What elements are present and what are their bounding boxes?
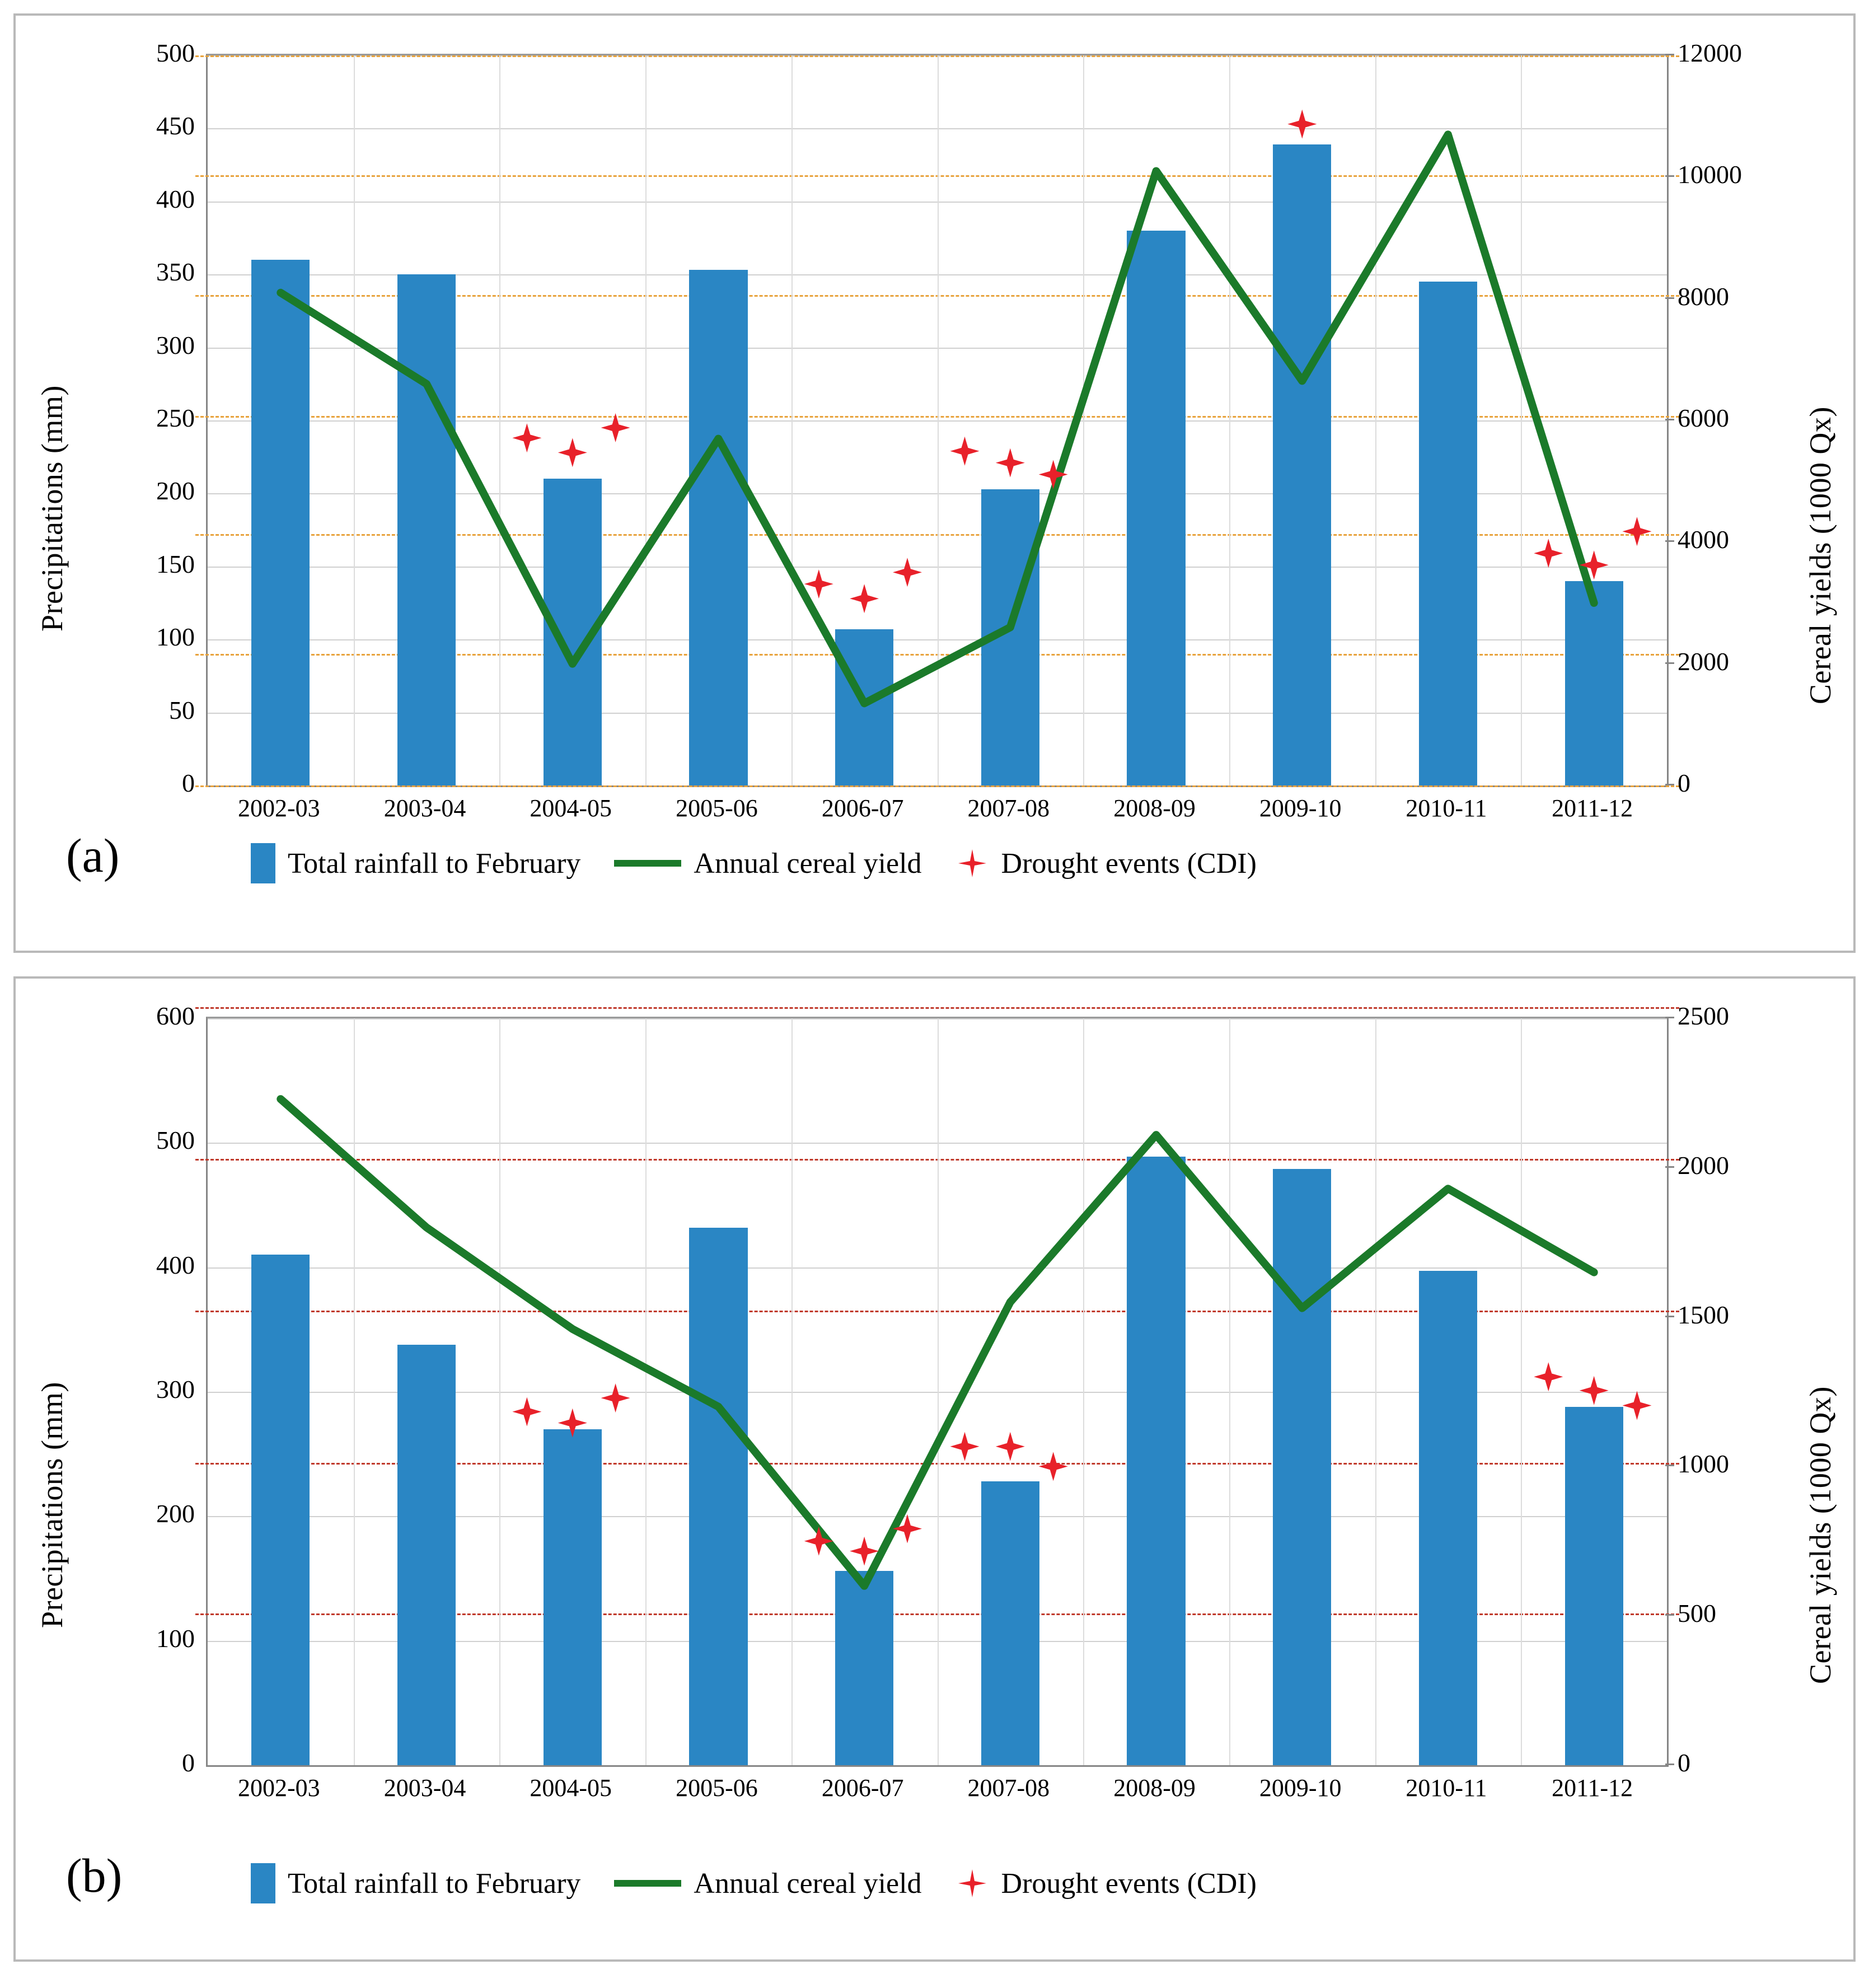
bar-swatch-icon bbox=[251, 843, 275, 883]
y-tick-label-right: 6000 bbox=[1678, 404, 1729, 432]
x-tick-label: 2007-08 bbox=[967, 794, 1050, 822]
legend-item-star-b bbox=[955, 1867, 1257, 1900]
drought-event-marker bbox=[950, 437, 980, 466]
plot-wrap-b bbox=[16, 979, 1853, 1959]
star-icon bbox=[955, 846, 989, 880]
x-tick-label: 2008-09 bbox=[1113, 1774, 1196, 1802]
y-tick-label-left: 250 bbox=[156, 404, 195, 432]
y-axis-title-right-a: Cereal yields (1000 Qx) bbox=[1804, 406, 1837, 704]
bar-swatch-icon bbox=[251, 1863, 275, 1903]
drought-event-marker bbox=[512, 423, 541, 452]
y-tick-label-left: 500 bbox=[156, 39, 195, 67]
x-tick-label: 2003-04 bbox=[383, 794, 466, 822]
y-tick-label-right: 8000 bbox=[1678, 282, 1729, 311]
x-tick-label: 2009-10 bbox=[1259, 1774, 1342, 1802]
legend-label-star-b: Drought events (CDI) bbox=[1001, 1867, 1257, 1900]
drought-event-marker bbox=[1580, 1376, 1609, 1405]
legend-item-bar-a bbox=[251, 843, 580, 883]
y-tick-label-left: 0 bbox=[182, 1748, 195, 1777]
y-tick-label-right: 500 bbox=[1678, 1599, 1716, 1628]
drought-event-marker bbox=[893, 558, 922, 587]
tick-mark bbox=[1665, 1465, 1674, 1466]
drought-event-marker bbox=[804, 1527, 833, 1556]
drought-event-marker bbox=[804, 569, 833, 598]
x-tick-label: 2005-06 bbox=[676, 1774, 758, 1802]
y-tick-label-right: 10000 bbox=[1678, 160, 1742, 189]
chart-panel-a bbox=[13, 13, 1856, 953]
drought-event-marker bbox=[558, 1409, 587, 1438]
plot-area-a bbox=[206, 54, 1669, 787]
y-tick-label-left: 100 bbox=[156, 1624, 195, 1653]
y-tick-label-left: 500 bbox=[156, 1126, 195, 1155]
x-tick-label: 2009-10 bbox=[1259, 794, 1342, 822]
drought-event-marker bbox=[1287, 110, 1317, 139]
legend-item-line-b bbox=[614, 1867, 921, 1900]
x-tick-label: 2004-05 bbox=[530, 1774, 612, 1802]
drought-event-marker bbox=[601, 1383, 630, 1412]
x-tick-label: 2005-06 bbox=[676, 794, 758, 822]
x-tick-label: 2006-07 bbox=[821, 1774, 904, 1802]
drought-event-marker bbox=[996, 448, 1025, 478]
tick-mark bbox=[1665, 1017, 1674, 1018]
y-axis-title-left-a: Precipitations (mm) bbox=[35, 385, 69, 632]
series-overlay bbox=[208, 1018, 1667, 1765]
tick-mark bbox=[1665, 54, 1674, 55]
drought-event-marker bbox=[1534, 1362, 1563, 1391]
drought-event-marker bbox=[1623, 1391, 1652, 1420]
y-tick-label-left: 100 bbox=[156, 623, 195, 652]
drought-event-marker bbox=[558, 438, 587, 467]
legend-label-line-b: Annual cereal yield bbox=[694, 1867, 922, 1900]
drought-event-marker bbox=[1039, 1452, 1068, 1481]
tick-mark bbox=[1665, 784, 1674, 785]
star-icon bbox=[955, 1867, 989, 1900]
tick-mark bbox=[1665, 1316, 1674, 1317]
y-axis-title-right-b: Cereal yields (1000 Qx) bbox=[1804, 1386, 1837, 1684]
x-tick-label: 2004-05 bbox=[530, 794, 612, 822]
y-tick-label-left: 450 bbox=[156, 111, 195, 141]
x-tick-label: 2003-04 bbox=[383, 1774, 466, 1802]
series-overlay bbox=[208, 55, 1667, 785]
legend-label-bar-b: Total rainfall to February bbox=[288, 1867, 581, 1900]
x-tick-label: 2011-12 bbox=[1552, 1774, 1633, 1802]
legend-item-bar-b bbox=[251, 1863, 580, 1903]
y-tick-label-right: 12000 bbox=[1678, 39, 1742, 67]
y-tick-label-left: 400 bbox=[156, 1250, 195, 1279]
x-tick-label: 2007-08 bbox=[967, 1774, 1050, 1802]
legend-b bbox=[251, 1863, 1257, 1903]
line-series bbox=[280, 1099, 1594, 1586]
tick-mark bbox=[1665, 1166, 1674, 1168]
y-axis-title-left-b: Precipitations (mm) bbox=[35, 1382, 69, 1628]
y-tick-label-right: 2000 bbox=[1678, 1150, 1729, 1180]
x-tick-label: 2011-12 bbox=[1552, 794, 1633, 822]
drought-event-marker bbox=[512, 1397, 541, 1426]
y-tick-label-right: 2500 bbox=[1678, 1002, 1729, 1030]
tick-mark bbox=[1665, 540, 1674, 542]
tick-mark bbox=[1665, 662, 1674, 664]
y-tick-label-right: 0 bbox=[1678, 769, 1690, 797]
panel-tag-a: (a) bbox=[66, 829, 120, 882]
x-tick-label: 2008-09 bbox=[1113, 794, 1196, 822]
line-swatch-icon bbox=[614, 1880, 681, 1887]
y-tick-label-left: 300 bbox=[156, 330, 195, 359]
y-tick-label-left: 600 bbox=[156, 1002, 195, 1030]
legend-a bbox=[251, 843, 1257, 883]
drought-event-marker bbox=[850, 584, 879, 613]
drought-event-marker bbox=[996, 1432, 1025, 1461]
y-tick-label-left: 0 bbox=[182, 769, 195, 797]
panel-tag-b: (b) bbox=[66, 1849, 123, 1902]
tick-mark bbox=[1665, 297, 1674, 299]
drought-event-marker bbox=[1534, 539, 1563, 568]
x-tick-label: 2002-03 bbox=[238, 1774, 320, 1802]
chart-panel-b bbox=[13, 976, 1856, 1962]
y-tick-label-left: 400 bbox=[156, 184, 195, 213]
plot-area-b bbox=[206, 1017, 1669, 1767]
legend-label-bar-a: Total rainfall to February bbox=[288, 847, 581, 880]
dashed-reference-line bbox=[195, 785, 1679, 787]
y-tick-label-left: 200 bbox=[156, 476, 195, 506]
y-tick-label-left: 150 bbox=[156, 549, 195, 578]
y-tick-label-right: 4000 bbox=[1678, 525, 1729, 554]
y-tick-label-left: 300 bbox=[156, 1375, 195, 1404]
dashed-reference-line bbox=[195, 1007, 1679, 1009]
legend-label-star-a: Drought events (CDI) bbox=[1001, 847, 1257, 880]
y-tick-label-right: 1500 bbox=[1678, 1300, 1729, 1329]
line-series bbox=[280, 134, 1594, 703]
drought-event-marker bbox=[950, 1432, 980, 1461]
y-tick-label-left: 350 bbox=[156, 258, 195, 287]
legend-label-line-a: Annual cereal yield bbox=[694, 847, 922, 880]
x-tick-label: 2010-11 bbox=[1406, 1774, 1487, 1802]
y-tick-label-right: 2000 bbox=[1678, 647, 1729, 676]
plot-wrap-a bbox=[16, 16, 1853, 951]
drought-event-marker bbox=[1623, 517, 1652, 546]
y-tick-label-right: 0 bbox=[1678, 1748, 1690, 1777]
tick-mark bbox=[1665, 1614, 1674, 1616]
tick-mark bbox=[1665, 419, 1674, 420]
y-tick-label-right: 1000 bbox=[1678, 1449, 1729, 1479]
line-swatch-icon bbox=[614, 860, 681, 867]
x-tick-label: 2006-07 bbox=[821, 794, 904, 822]
y-tick-label-left: 200 bbox=[156, 1499, 195, 1528]
drought-event-marker bbox=[601, 413, 630, 442]
y-tick-label-left: 50 bbox=[169, 695, 195, 724]
legend-item-line-a bbox=[614, 847, 921, 880]
tick-mark bbox=[1665, 175, 1674, 177]
legend-item-star-a bbox=[955, 846, 1257, 880]
x-tick-label: 2002-03 bbox=[238, 794, 320, 822]
x-tick-label: 2010-11 bbox=[1406, 794, 1487, 822]
tick-mark bbox=[1665, 1764, 1674, 1765]
